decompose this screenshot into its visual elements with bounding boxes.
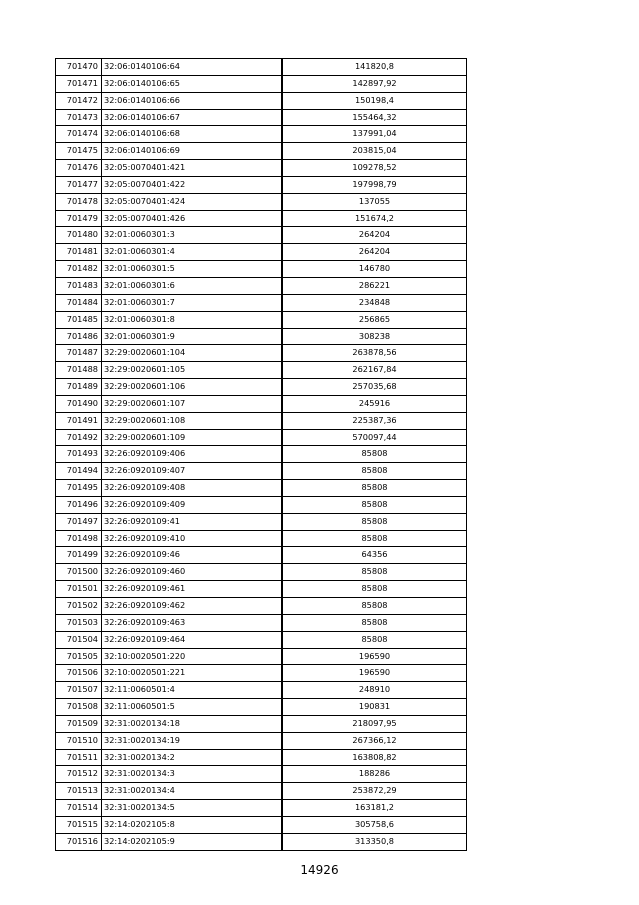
- cadastral-value-cell: 146780: [282, 261, 467, 278]
- row-id-cell: 701487: [56, 345, 102, 362]
- cadastral-number-cell: 32:14:0202105:9: [102, 833, 283, 850]
- table-row: [56, 193, 467, 210]
- row-id-cell: 701490: [56, 395, 102, 412]
- table-row: [56, 614, 467, 631]
- table-row: [56, 665, 467, 682]
- table-row: [56, 480, 467, 497]
- cadastral-number-cell: 32:26:0920109:463: [102, 614, 283, 631]
- cadastral-number-cell: 32:26:0920109:410: [102, 530, 283, 547]
- row-id-cell: 701485: [56, 311, 102, 328]
- cadastral-value-cell: 262167,84: [282, 362, 467, 379]
- row-id-cell: 701508: [56, 699, 102, 716]
- row-id-cell: 701489: [56, 379, 102, 396]
- cadastral-value-cell: 188286: [282, 766, 467, 783]
- table-row: [56, 547, 467, 564]
- cadastral-number-cell: 32:06:0140106:64: [102, 59, 283, 76]
- cadastral-value-cell: 150198,4: [282, 92, 467, 109]
- cadastral-value-cell: 313350,8: [282, 833, 467, 850]
- cadastral-number-cell: 32:26:0920109:462: [102, 598, 283, 615]
- row-id-cell: 701499: [56, 547, 102, 564]
- table-row: [56, 732, 467, 749]
- cadastral-value-cell: 267366,12: [282, 732, 467, 749]
- cadastral-number-cell: 32:06:0140106:68: [102, 126, 283, 143]
- cadastral-number-cell: 32:01:0060301:9: [102, 328, 283, 345]
- cadastral-number-cell: 32:29:0020601:105: [102, 362, 283, 379]
- cadastral-value-cell: 196590: [282, 665, 467, 682]
- row-id-cell: 701492: [56, 429, 102, 446]
- cadastral-number-cell: 32:01:0060301:6: [102, 277, 283, 294]
- row-id-cell: 701504: [56, 631, 102, 648]
- cadastral-value-cell: 142897,92: [282, 75, 467, 92]
- row-id-cell: 701501: [56, 581, 102, 598]
- cadastral-value-cell: 218097,95: [282, 715, 467, 732]
- cadastral-value-cell: 85808: [282, 530, 467, 547]
- cadastral-number-cell: 32:10:0020501:220: [102, 648, 283, 665]
- cadastral-value-cell: 85808: [282, 581, 467, 598]
- table-row: [56, 75, 467, 92]
- cadastral-value-cell: 305758,6: [282, 816, 467, 833]
- cadastral-value-cell: 155464,32: [282, 109, 467, 126]
- table-row: [56, 160, 467, 177]
- cadastral-value-cell: 163808,82: [282, 749, 467, 766]
- cadastral-number-cell: 32:31:0020134:18: [102, 715, 283, 732]
- cadastral-number-cell: 32:31:0020134:5: [102, 800, 283, 817]
- row-id-cell: 701481: [56, 244, 102, 261]
- row-id-cell: 701497: [56, 513, 102, 530]
- cadastral-number-cell: 32:26:0920109:461: [102, 581, 283, 598]
- cadastral-number-cell: 32:26:0920109:460: [102, 564, 283, 581]
- table-row: [56, 463, 467, 480]
- cadastral-number-cell: 32:29:0020601:106: [102, 379, 283, 396]
- table-row: [56, 227, 467, 244]
- cadastral-number-cell: 32:01:0060301:5: [102, 261, 283, 278]
- row-id-cell: 701470: [56, 59, 102, 76]
- row-id-cell: 701494: [56, 463, 102, 480]
- row-id-cell: 701498: [56, 530, 102, 547]
- row-id-cell: 701509: [56, 715, 102, 732]
- cadastral-value-table: [55, 58, 467, 851]
- table-row: [56, 277, 467, 294]
- row-id-cell: 701486: [56, 328, 102, 345]
- cadastral-number-cell: 32:29:0020601:107: [102, 395, 283, 412]
- row-id-cell: 701483: [56, 277, 102, 294]
- cadastral-value-cell: 85808: [282, 598, 467, 615]
- table-row: [56, 581, 467, 598]
- cadastral-value-cell: 85808: [282, 513, 467, 530]
- table-row: [56, 833, 467, 850]
- table-row: [56, 598, 467, 615]
- table-row: [56, 261, 467, 278]
- table-row: [56, 294, 467, 311]
- cadastral-number-cell: 32:14:0202105:8: [102, 816, 283, 833]
- cadastral-number-cell: 32:01:0060301:7: [102, 294, 283, 311]
- table-row: [56, 244, 467, 261]
- table-row: [56, 446, 467, 463]
- table-body: [56, 59, 467, 851]
- cadastral-number-cell: 32:06:0140106:65: [102, 75, 283, 92]
- cadastral-number-cell: 32:05:0070401:424: [102, 193, 283, 210]
- row-id-cell: 701513: [56, 783, 102, 800]
- table-row: [56, 749, 467, 766]
- cadastral-value-cell: 85808: [282, 564, 467, 581]
- cadastral-value-cell: 570097,44: [282, 429, 467, 446]
- table-row: [56, 682, 467, 699]
- row-id-cell: 701482: [56, 261, 102, 278]
- table-row: [56, 564, 467, 581]
- row-id-cell: 701515: [56, 816, 102, 833]
- cadastral-number-cell: 32:01:0060301:3: [102, 227, 283, 244]
- table-row: [56, 395, 467, 412]
- table-row: [56, 362, 467, 379]
- cadastral-number-cell: 32:01:0060301:8: [102, 311, 283, 328]
- row-id-cell: 701493: [56, 446, 102, 463]
- cadastral-value-cell: 203815,04: [282, 143, 467, 160]
- cadastral-number-cell: 32:31:0020134:19: [102, 732, 283, 749]
- cadastral-number-cell: 32:26:0920109:464: [102, 631, 283, 648]
- row-id-cell: 701472: [56, 92, 102, 109]
- cadastral-number-cell: 32:11:0060501:4: [102, 682, 283, 699]
- row-id-cell: 701511: [56, 749, 102, 766]
- row-id-cell: 701506: [56, 665, 102, 682]
- cadastral-value-cell: 253872,29: [282, 783, 467, 800]
- cadastral-number-cell: 32:06:0140106:69: [102, 143, 283, 160]
- table-row: [56, 648, 467, 665]
- table-row: [56, 109, 467, 126]
- cadastral-value-cell: 256865: [282, 311, 467, 328]
- cadastral-value-cell: 264204: [282, 227, 467, 244]
- row-id-cell: 701507: [56, 682, 102, 699]
- row-id-cell: 701488: [56, 362, 102, 379]
- table-row: [56, 631, 467, 648]
- cadastral-number-cell: 32:26:0920109:46: [102, 547, 283, 564]
- cadastral-value-cell: 85808: [282, 614, 467, 631]
- cadastral-number-cell: 32:26:0920109:409: [102, 496, 283, 513]
- table-row: [56, 143, 467, 160]
- cadastral-number-cell: 32:26:0920109:41: [102, 513, 283, 530]
- cadastral-value-cell: 64356: [282, 547, 467, 564]
- row-id-cell: 701478: [56, 193, 102, 210]
- table-row: [56, 496, 467, 513]
- cadastral-number-cell: 32:29:0020601:109: [102, 429, 283, 446]
- cadastral-value-cell: 109278,52: [282, 160, 467, 177]
- table-row: [56, 210, 467, 227]
- cadastral-number-cell: 32:31:0020134:4: [102, 783, 283, 800]
- cadastral-value-cell: 234848: [282, 294, 467, 311]
- cadastral-value-cell: 85808: [282, 446, 467, 463]
- table-row: [56, 699, 467, 716]
- row-id-cell: 701480: [56, 227, 102, 244]
- cadastral-value-cell: 286221: [282, 277, 467, 294]
- row-id-cell: 701479: [56, 210, 102, 227]
- table-row: [56, 429, 467, 446]
- row-id-cell: 701510: [56, 732, 102, 749]
- table-row: [56, 816, 467, 833]
- table-row: [56, 783, 467, 800]
- cadastral-value-cell: 225387,36: [282, 412, 467, 429]
- row-id-cell: 701477: [56, 176, 102, 193]
- row-id-cell: 701516: [56, 833, 102, 850]
- cadastral-value-cell: 151674,2: [282, 210, 467, 227]
- row-id-cell: 701476: [56, 160, 102, 177]
- cadastral-number-cell: 32:29:0020601:104: [102, 345, 283, 362]
- cadastral-number-cell: 32:26:0920109:406: [102, 446, 283, 463]
- cadastral-number-cell: 32:11:0060501:5: [102, 699, 283, 716]
- row-id-cell: 701484: [56, 294, 102, 311]
- row-id-cell: 701491: [56, 412, 102, 429]
- table-row: [56, 176, 467, 193]
- table-row: [56, 92, 467, 109]
- row-id-cell: 701502: [56, 598, 102, 615]
- cadastral-value-cell: 248910: [282, 682, 467, 699]
- cadastral-value-cell: 137055: [282, 193, 467, 210]
- row-id-cell: 701505: [56, 648, 102, 665]
- cadastral-number-cell: 32:26:0920109:407: [102, 463, 283, 480]
- row-id-cell: 701503: [56, 614, 102, 631]
- table-row: [56, 530, 467, 547]
- cadastral-value-cell: 264204: [282, 244, 467, 261]
- cadastral-value-cell: 163181,2: [282, 800, 467, 817]
- cadastral-number-cell: 32:05:0070401:426: [102, 210, 283, 227]
- cadastral-number-cell: 32:06:0140106:67: [102, 109, 283, 126]
- cadastral-value-cell: 257035,68: [282, 379, 467, 396]
- row-id-cell: 701473: [56, 109, 102, 126]
- table-row: [56, 126, 467, 143]
- cadastral-number-cell: 32:05:0070401:421: [102, 160, 283, 177]
- table-row: [56, 59, 467, 76]
- cadastral-number-cell: 32:31:0020134:2: [102, 749, 283, 766]
- table-row: [56, 715, 467, 732]
- row-id-cell: 701474: [56, 126, 102, 143]
- cadastral-value-cell: 196590: [282, 648, 467, 665]
- cadastral-value-cell: 197998,79: [282, 176, 467, 193]
- cadastral-number-cell: 32:31:0020134:3: [102, 766, 283, 783]
- cadastral-value-cell: 85808: [282, 463, 467, 480]
- cadastral-value-cell: 308238: [282, 328, 467, 345]
- table-row: [56, 412, 467, 429]
- cadastral-value-cell: 245916: [282, 395, 467, 412]
- row-id-cell: 701512: [56, 766, 102, 783]
- cadastral-value-cell: 190831: [282, 699, 467, 716]
- page-number: 14926: [300, 863, 339, 877]
- cadastral-number-cell: 32:26:0920109:408: [102, 480, 283, 497]
- table-row: [56, 328, 467, 345]
- cadastral-value-cell: 137991,04: [282, 126, 467, 143]
- table-row: [56, 311, 467, 328]
- cadastral-number-cell: 32:06:0140106:66: [102, 92, 283, 109]
- table-row: [56, 345, 467, 362]
- row-id-cell: 701475: [56, 143, 102, 160]
- row-id-cell: 701495: [56, 480, 102, 497]
- cadastral-value-cell: 85808: [282, 631, 467, 648]
- cadastral-value-cell: 263878,56: [282, 345, 467, 362]
- cadastral-value-cell: 85808: [282, 480, 467, 497]
- row-id-cell: 701514: [56, 800, 102, 817]
- cadastral-number-cell: 32:29:0020601:108: [102, 412, 283, 429]
- cadastral-number-cell: 32:01:0060301:4: [102, 244, 283, 261]
- cadastral-value-cell: 85808: [282, 496, 467, 513]
- table-row: [56, 800, 467, 817]
- row-id-cell: 701500: [56, 564, 102, 581]
- table-row: [56, 766, 467, 783]
- table-row: [56, 513, 467, 530]
- cadastral-value-cell: 141820,8: [282, 59, 467, 76]
- row-id-cell: 701496: [56, 496, 102, 513]
- table-row: [56, 379, 467, 396]
- row-id-cell: 701471: [56, 75, 102, 92]
- cadastral-number-cell: 32:05:0070401:422: [102, 176, 283, 193]
- cadastral-number-cell: 32:10:0020501:221: [102, 665, 283, 682]
